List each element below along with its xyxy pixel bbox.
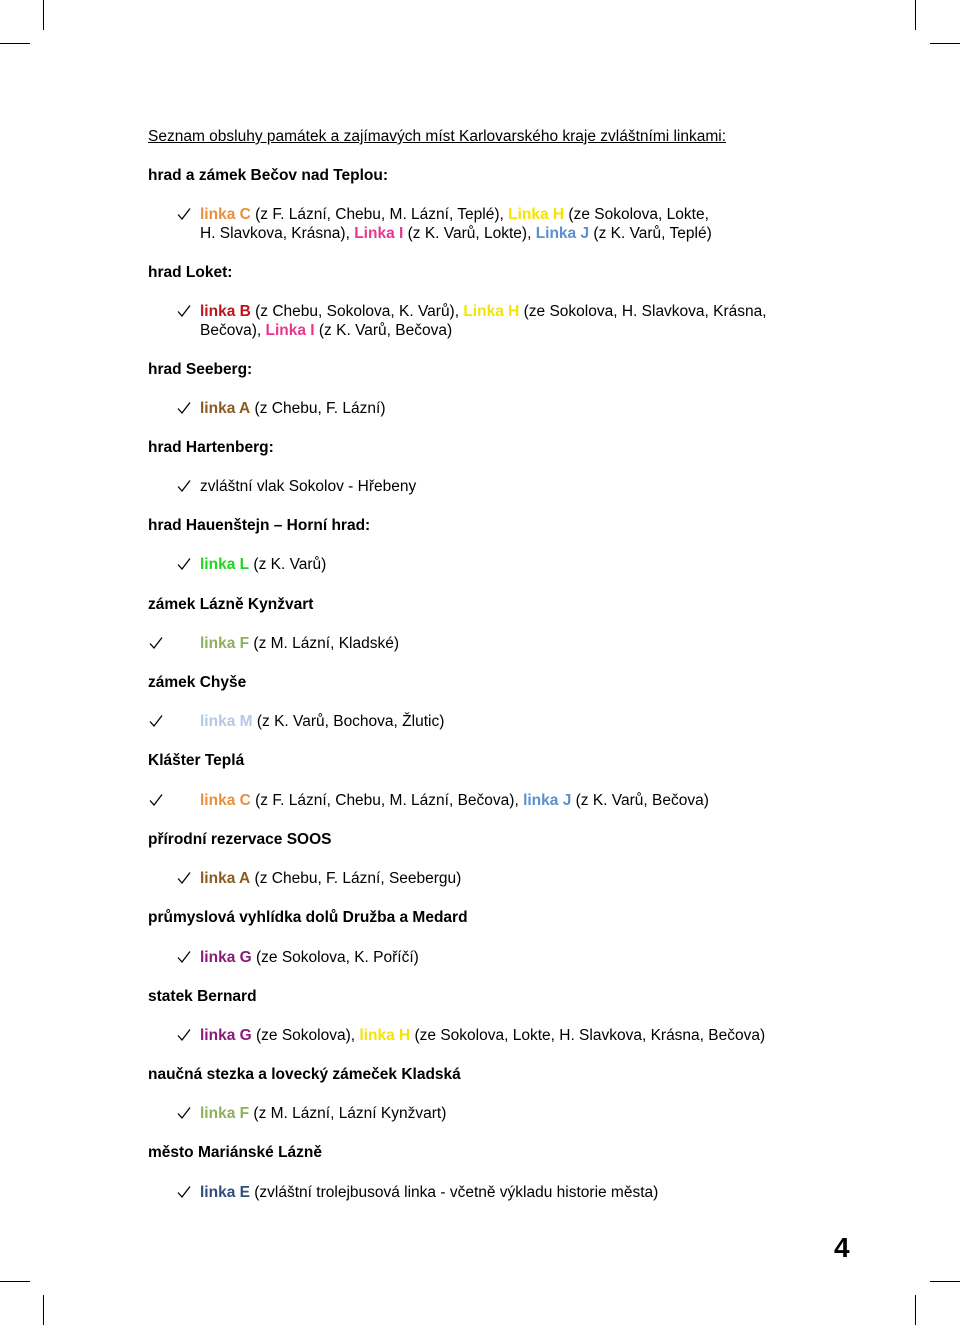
list-item <box>200 713 444 732</box>
crop-mark <box>915 0 916 30</box>
item-text: zvláštní vlak Sokolov - Hřebeny <box>200 478 417 495</box>
checkmark-icon <box>176 1184 192 1200</box>
section-heading: zámek Lázně Kynžvart <box>148 596 314 613</box>
list-item <box>200 556 326 575</box>
list-item <box>200 870 461 889</box>
crop-mark <box>0 1281 30 1282</box>
section-heading: hrad Hartenberg: <box>148 439 274 456</box>
item-text: (z K. Varů, Bečova) <box>314 321 453 339</box>
section-heading: přírodní rezervace SOOS <box>148 831 332 848</box>
section-heading: město Mariánské Lázně <box>148 1144 323 1161</box>
line-label: Linka H <box>508 206 565 223</box>
item-text: (z Chebu, F. Lázní, Seebergu) <box>250 870 462 887</box>
item-text: (ze Sokolova, Lokte, <box>564 206 709 223</box>
line-label: linka G <box>200 949 252 966</box>
checkmark-icon <box>176 556 192 572</box>
list-item <box>200 1184 658 1203</box>
section-heading: průmyslová vyhlídka dolů Družba a Medard <box>148 909 468 926</box>
item-text: (z K. Varů) <box>249 556 327 573</box>
section-heading: hrad Hauenštejn – Horní hrad: <box>148 517 371 534</box>
crop-mark <box>43 1295 44 1325</box>
item-text: (z M. Lázní, Kladské) <box>249 635 399 652</box>
item-text: (z F. Lázní, Chebu, M. Lázní, Bečova), <box>250 792 524 809</box>
list-item <box>200 400 386 419</box>
line-label: linka A <box>200 870 251 887</box>
item-text: (z K. Varů, Lokte), <box>403 224 536 242</box>
line-label: linka J <box>523 792 572 809</box>
checkmark-icon <box>176 303 192 319</box>
item-text: (ze Sokolova), <box>251 1027 360 1044</box>
item-text: (z M. Lázní, Lázní Kynžvart) <box>249 1105 447 1122</box>
checkmark-icon <box>176 1105 192 1121</box>
line-label: linka M <box>200 713 253 730</box>
checkmark-icon <box>176 1027 192 1043</box>
section-heading: hrad Loket: <box>148 264 233 281</box>
checkmark-icon <box>176 478 192 494</box>
crop-mark <box>930 43 960 44</box>
item-text: (z K. Varů, Bečova) <box>571 792 709 809</box>
checkmark-icon <box>176 400 192 416</box>
item-text: (ze Sokolova, H. Slavkova, Krásna, <box>519 303 767 320</box>
section-heading: hrad Seeberg: <box>148 361 253 378</box>
item-text: (zvláštní trolejbusová linka - včetně výkladu historie města) <box>249 1184 659 1201</box>
checkmark-icon <box>148 792 164 808</box>
section-heading: naučná stezka a lovecký zámeček Kladská <box>148 1066 461 1083</box>
item-text: (z Chebu, F. Lázní) <box>250 400 386 417</box>
page-title: Seznam obsluhy památek a zajímavých míst Karlovarského kraje zvláštními linkami: <box>148 128 727 145</box>
list-item <box>200 792 709 811</box>
crop-mark <box>43 0 44 30</box>
list-item <box>200 1105 446 1124</box>
section-heading: statek Bernard <box>148 988 257 1005</box>
list-item <box>200 1027 765 1046</box>
item-text: (z K. Varů, Teplé) <box>589 224 712 242</box>
item-text: (ze Sokolova, Lokte, H. Slavkova, Krásna, Bečova) <box>410 1027 766 1044</box>
item-text: (ze Sokolova, K. Poříčí) <box>251 949 419 966</box>
section-heading: zámek Chyše <box>148 674 247 691</box>
item-text: (z Chebu, Sokolova, K. Varů), <box>250 303 464 320</box>
list-item <box>200 206 712 243</box>
line-label: linka F <box>200 1105 250 1122</box>
line-label: linka E <box>200 1184 250 1201</box>
list-item <box>200 949 419 968</box>
checkmark-icon <box>176 206 192 222</box>
section-heading: hrad a zámek Bečov nad Teplou: <box>148 167 389 184</box>
crop-mark <box>930 1281 960 1282</box>
line-label: linka L <box>200 556 250 573</box>
item-text: Bečova), <box>200 321 266 339</box>
line-label: Linka H <box>463 303 520 320</box>
crop-mark <box>915 1295 916 1325</box>
line-label: linka G <box>200 1027 252 1044</box>
section-heading: Klášter Teplá <box>148 752 245 769</box>
item-text: H. Slavkova, Krásna), <box>200 224 355 242</box>
line-label: linka B <box>200 303 251 320</box>
line-label: linka H <box>359 1027 411 1044</box>
line-label: Linka I <box>265 321 315 339</box>
line-label: linka A <box>200 400 251 417</box>
line-label: linka C <box>200 206 251 223</box>
checkmark-icon <box>148 713 164 729</box>
checkmark-icon <box>176 949 192 965</box>
page-number: 4 <box>834 1232 850 1263</box>
line-label: linka F <box>200 635 250 652</box>
checkmark-icon <box>176 870 192 886</box>
list-item <box>200 478 416 497</box>
crop-mark <box>0 43 30 44</box>
line-label: linka C <box>200 792 251 809</box>
item-text: (z K. Varů, Bochova, Žlutic) <box>252 713 445 730</box>
checkmark-icon <box>148 635 164 651</box>
item-text: (z F. Lázní, Chebu, M. Lázní, Teplé), <box>250 206 509 223</box>
line-label: Linka J <box>535 224 590 242</box>
line-label: Linka I <box>354 224 404 242</box>
list-item <box>200 635 399 654</box>
list-item <box>200 303 767 340</box>
